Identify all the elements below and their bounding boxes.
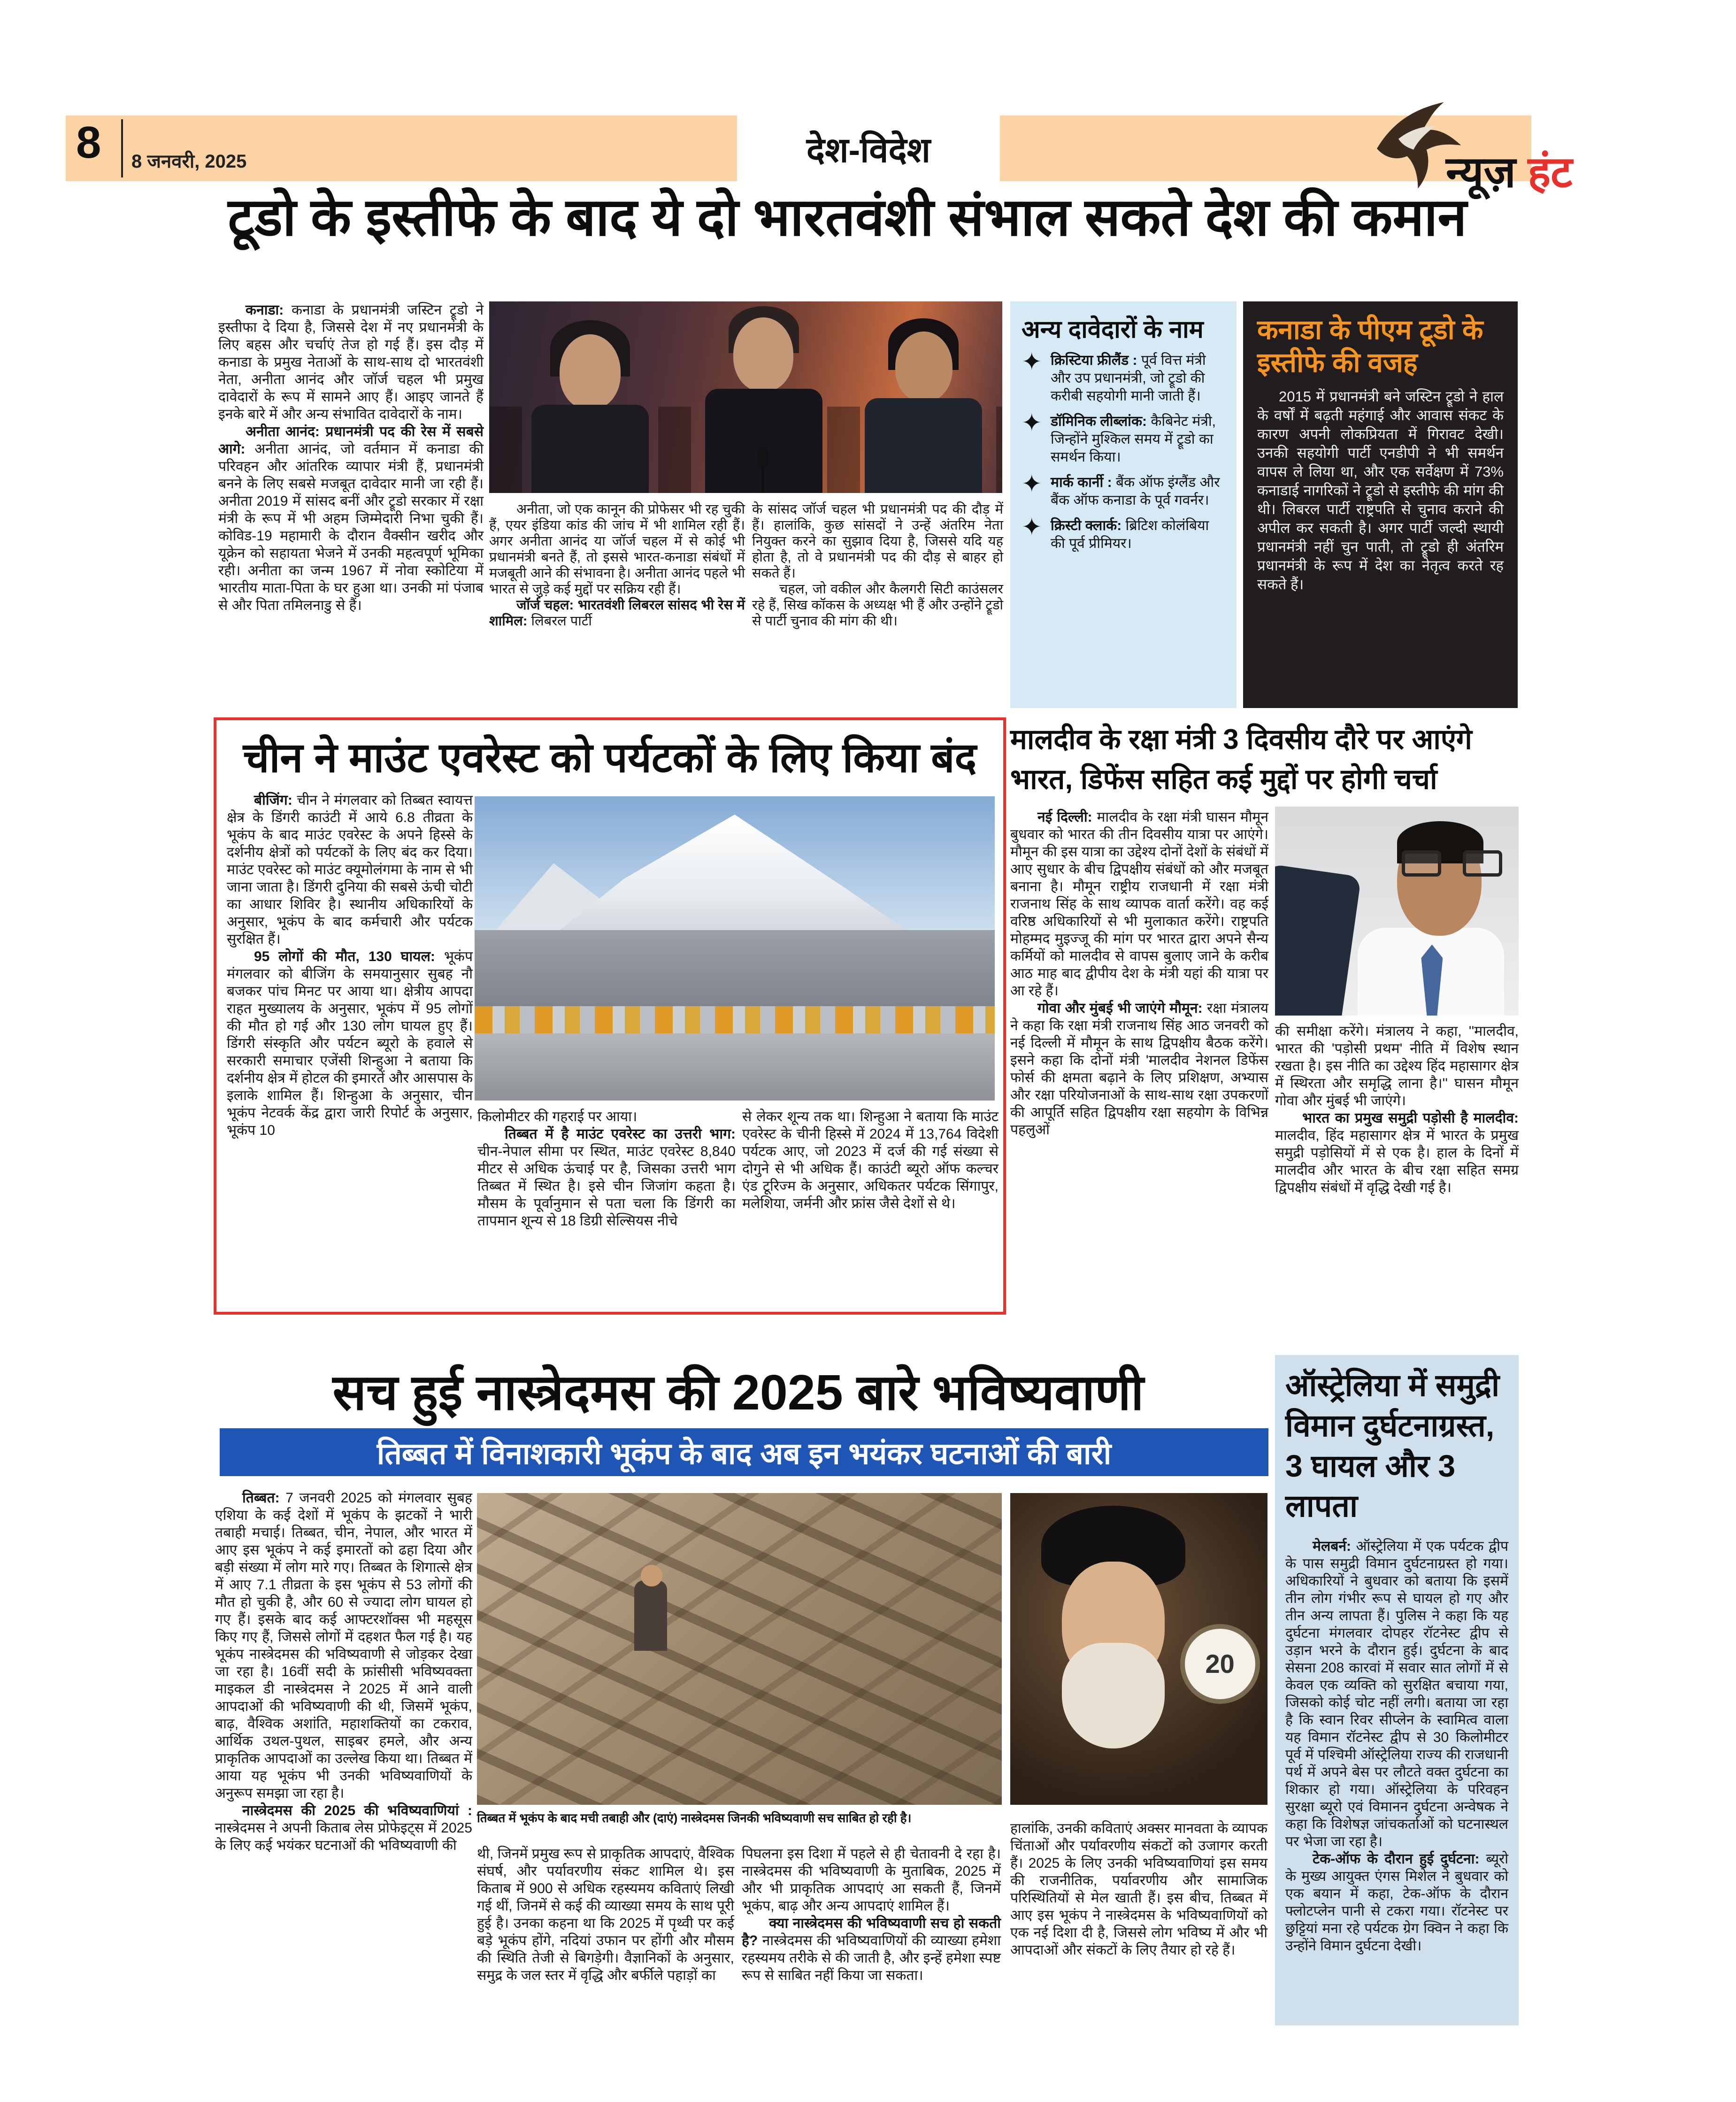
contender-desc: बैंक ऑफ इंग्लैंड और बैंक ऑफ कनाडा के पूर्व गवर्नर। [1051,475,1220,508]
paragraph [1285,1850,1508,1955]
star-bullet-icon: ✦ [1022,514,1042,541]
photo-caption: तिब्बत में भूकंप के बाद मची तबाही और (दाएं) नास्त्रेदमस जिनकी भविष्यवाणी सच साबित हो रही है। [477,1811,912,1825]
person-george-chahal [851,318,991,493]
paragraph [489,501,745,597]
paragraph-text: चीन-नेपाल सीमा पर स्थित, माउंट एवरेस्ट 8,840 मीटर से अधिक ऊंचाई पर है, जिसका उत्तरी भाग तिब्बत में स्थित है। इसे चीन जिजांग कहता है। मौसम के पूर्वानुमान से पता चला कि डिंगरी का तापमान शून्य से 18 डिग्री सेल्सियस नीचे [477,1144,736,1229]
beard-shape [1062,1643,1165,1749]
microphone-stand [761,466,764,493]
everest-headline: चीन ने माउंट एवरेस्ट को पर्यटकों के लिए किया बंद [243,734,977,781]
star-bullet-icon: ✦ [1022,470,1042,498]
photo-trudeau-candidates [489,301,1002,493]
paragraph-lead: अनीता आनंद: प्रधानमंत्री पद की रेस में सबसे आगे: [218,424,484,457]
dateline: मेलबर्न: [1313,1539,1352,1555]
clock-face [1180,1624,1260,1704]
paragraph-lead: नास्त्रेदमस की 2025 की भविष्यवाणियां : [242,1803,472,1818]
moraine-ridge-shape [475,930,995,1009]
trudeau-column-3 [752,501,1003,629]
photo-nostradamus-portrait [1010,1493,1267,1805]
contender-item [1022,470,1225,509]
person-anita-anand [517,320,658,493]
contender-text [1051,352,1225,405]
contender-name: डॉमिनिक लीब्लांक: [1051,414,1147,429]
paragraph [1275,1023,1519,1109]
paragraph-text: के सांसद जॉर्ज चहल भी प्रधानमंत्री पद की दौड़ में हैं। हालांकि, कुछ सांसदों ने उन्हें अंतरिम नेता नियुक्त करने का सुझाव दिया है, जिससे यदि यह होता है, तो वे प्रधानमंत्री पद की दौड़ से बाहर हो सकते हैं। [752,502,1003,581]
paragraph-lead: तिब्बत में है माउंट एवरेस्ट का उत्तरी भाग: [505,1126,736,1142]
paragraph [477,1108,736,1125]
nostradamus-column-1 [215,1489,472,1854]
everest-article-box [214,717,1006,1315]
contender-text [1051,413,1225,466]
paragraph-text: ऑस्ट्रेलिया में एक पर्यटक द्वीप के पास समुद्री विमान दुर्घटनाग्रस्त हो गया। अधिकारियों ने बुधवार को बताया कि इसमें तीन लोग गंभीर रूप से घायल हो गए और तीन अन्य लापता हैं। पुलिस ने कहा कि यह दुर्घटना मंगलवार दोपहर रॉटनेस्ट द्वीप से उड़ान भरने के दौरान हुई। दुर्घटना के बाद सेसना 208 कारवां में सवार सात लोगों में से केवल एक व्यक्ति को सुरक्षित बचाया गया, जिसको कोई चोट नहीं लगी। बताया जा रहा है कि स्वान रिवर सीप्लेन के स्वामित्व वाला यह विमान रॉटनेस्ट द्वीप से 30 किलोमीटर पूर्व में पश्चिमी ऑस्ट्रेलिया राज्य की राजधानी पर्थ में अपने बेस पर लौटते वक्त दुर्घटना का शिकार हो गया। ऑस्ट्रेलिया के परिवहन सुरक्षा ब्यूरो एवं विमानन दुर्घटना अन्वेषक ने कहा कि विशेषज्ञ जांचकर्ताओं को घटनास्थल पर भेजा जा रहा है। [1285,1539,1508,1850]
paragraph-text: ब्यूरो के मुख्य आयुक्त एंगस मिशेल ने बुधवार को एक बयान में कहा, टेक-ऑफ के दौरान फ्लोटप्लेन पानी से टकरा गया। रॉटनेस्ट पर छुट्टियां मना रहे पर्यटक ग्रेग क्विन ने कहा कि उन्होंने विमान दुर्घटना देखी। [1285,1851,1509,1954]
nostradamus-subhead-banner [220,1428,1268,1476]
nostradamus-column-4 [1010,1820,1267,1959]
paragraph-text: 7 जनवरी 2025 को मंगलवार सुबह एशिया के कई देशों में भूकंप के झटकों ने भारी तबाही मचाई। तिब्बत, चीन, नेपाल, और भारत में आए इस भूकंप ने कई इमारतों को ढहा दिया और बड़ी संख्या में लोग मारे गए। तिब्बत के शिगात्से क्षेत्र में आए 7.1 तीव्रता के इस भूकंप से 53 लोगों की मौत हो चुकी है, और 60 से ज्यादा लोग घायल हो गए हैं। इसके बाद कई आफ्टरशॉक्स भी महसूस किए गए हैं, जिससे लोगों में दहशत फैल गई है। यह भूकंप नास्त्रेदमस की भविष्यवाणी से जोड़कर देखा जा रहा है। 16वीं सदी के फ्रांसीसी भविष्यवक्ता माइकल डी नास्त्रेदमस ने 2025 में आने वाली आपदाओं की भविष्यवाणी की थी, जिसमें भूकंप, बाढ़, वैश्विक अशांति, महाशक्तियों का टकराव, आर्थिक उथल-पुथल, साइबर हमले, और अन्य प्राकृतिक आपदाओं का उल्लेख किया था। तिब्बत में आया यह भूकंप भी उनकी भविष्यवाणियों के अनुरूप समझा जा रहा है। [215,1490,472,1801]
contender-item [1022,409,1225,466]
trudeau-column-2 [489,501,745,629]
rescue-worker-head-shape [641,1565,662,1586]
background-person-shape [1275,863,1361,1016]
nostradamus-column-2 [477,1845,734,1984]
australia-headline: ऑस्ट्रेलिया में समुद्री विमान दुर्घटनाग्रस्त, 3 घायल और 3 लापता [1285,1368,1500,1524]
paragraph [752,501,1003,581]
paragraph-text: नास्त्रेदमस ने अपनी किताब लेस प्रोफेइट्स में 2025 के लिए कई भयंकर घटनाओं की भविष्यवाणी की [215,1820,472,1853]
maldives-column-1 [1010,808,1268,1139]
paragraph-lead: भारत का प्रमुख समुद्री पड़ोसी है मालदीव: [1302,1110,1519,1126]
paragraph-lead: 95 लोगों की मौत, 130 घायल: [254,949,435,964]
reason-box-body: 2015 में प्रधानमंत्री बने जस्टिन ट्रूडो ने हाल के वर्षों में बढ़ती महंगाई और आवास संकट के कारण अपनी लोकप्रियता में गिरावट देखी। उनकी सहयोगी पार्टी एनडीपी ने भी समर्थन वापस ले लिया था, और एक सर्वेक्षण में 73% कनाडाई नागरिकों ने ट्रूडो से इस्तीफे की मांग की थी। लिबरल पार्टी राष्ट्रपति से चुनाव कराने की अपील कर सकती है। अगर पार्टी जल्दी स्थायी प्रधानमंत्री नहीं चुन पाती, तो ट्रूडो ही अंतरिम प्रधानमंत्री के रूप में देश का नेतृत्व करते रह सकते हैं। [1257,388,1504,593]
paragraph [742,1915,1001,1984]
person-justin-trudeau [686,306,837,493]
paragraph-text: पिघलना इस दिशा में पहले से ही चेतावनी दे रहा है। नास्त्रेदमस की भविष्यवाणी के मुताबिक, 2025 में और भी प्राकृतिक आपदाएं आ सकती हैं, जिनमें भूकंप, बाढ़ और अन्य आपदाएं शामिल हैं। [742,1846,1001,1914]
paragraph-lead: गोवा और मुंबई भी जाएंगे मौमून: [1037,1001,1203,1016]
microphone-icon [757,447,769,468]
paragraph-text: से लेकर शून्य तक था। शिन्हुआ ने बताया कि माउंट एवरेस्ट के चीनी हिस्से में 2024 में 13,764 विदेशी पर्यटक आए, जो 2023 में दर्ज की गई संख्या से दोगुने से भी अधिक हैं। काउंटी ब्यूरो ऑफ कल्चर एंड टूरिज्म के अनुसार, अधिकतर पर्यटक सिंगापुर, मलेशिया, जर्मनी और फ्रांस जैसे देशों से थे। [742,1109,999,1211]
contender-name: मार्क कार्नी : [1051,475,1112,490]
face-shape [733,317,793,392]
contender-name: क्रिस्टिया फ्रीलैंड : [1051,353,1137,368]
everest-column-3 [742,1108,999,1212]
paragraph-text: लिबरल पार्टी [531,614,592,629]
trudeau-column-1 [218,301,484,614]
paragraph [1275,1109,1519,1196]
everest-column-1 [227,792,473,1139]
face-shape [560,334,621,409]
contender-desc: ब्रिटिश कोलंबिया की पूर्व प्रीमियर। [1051,518,1209,551]
contender-name: क्रिस्टी क्लार्क: [1051,518,1122,533]
paragraph-text: किलोमीटर की गहराई पर आया। [477,1109,638,1124]
section-title [737,115,1000,181]
paragraph-text: मालदीव, हिंद महासागर क्षेत्र में भारत के प्रमुख समुद्री पड़ोसियों में से एक है। हाल के दिनों में मालदीव और भारत के बीच रक्षा सहित समग्र द्विपक्षीय संबंधों में वृद्धि देखी गई है। [1275,1128,1519,1195]
face-shape [895,331,952,402]
nostradamus-column-3 [742,1845,1001,1984]
paragraph [1010,808,1268,1000]
contender-item [1022,348,1225,405]
paragraph-text: कनाडा के प्रधानमंत्री जस्टिन ट्रूडो ने इस्तीफा दे दिया है, जिससे देश में नए प्रधानमंत्री के लिए बहस और चर्चाएं तेज हो गई हैं। इस दौड़ में कनाडा के प्रमुख नेताओं के साथ-साथ दो भारतवंशी नेता, अनीता आनंद और जॉर्ज चहल भी प्रमुख दावेदारों के रूप में सामने आए हैं। आइए जानते हैं इनके बारे में और अन्य संभावित दावेदारों के नाम। [218,302,484,422]
paragraph-text: मालदीव के रक्षा मंत्री घासन मौमून बुधवार को भारत की तीन दिवसीय यात्रा पर आएंगे। मौमून की इस यात्रा का उद्देश्य दोनों देशों के संबंधों में आए सुधार के बीच द्विपक्षीय संबंधों को और मजबूत बनाना है। मौमून राष्ट्रीय राजधानी में रक्षा मंत्री राजनाथ सिंह के साथ व्यापक वार्ता करेंगे। वह कई वरिष्ठ अधिकारियों से भी मुलाकात करेंगे। राष्ट्रपति मोहम्मद मुइज्जू की मांग पर भारत द्वारा अपने सैन्य कर्मियों को मालदीव से वापस बुलाए जाने के करीब आठ माह बाद द्वीपीय देश के मंत्री यहां की यात्रा पर आ रहे हैं। [1010,809,1269,999]
contender-text [1051,474,1225,509]
resignation-reason-box [1243,301,1518,708]
paragraph [742,1108,999,1212]
paragraph [218,423,484,614]
australia-body [1285,1538,1508,1955]
page-number: 8 [76,117,101,168]
photo-earthquake-rubble [477,1493,1002,1805]
photo-maldives-defence-minister [1275,807,1519,1016]
paragraph [218,301,484,423]
glasses-right-lens [1463,850,1502,877]
dateline: नई दिल्ली: [1037,809,1092,825]
star-bullet-icon: ✦ [1022,348,1042,376]
paragraph [1010,1000,1268,1139]
paragraph [227,948,473,1139]
masthead-title-black: न्यूज़ [1446,148,1516,196]
contender-desc: पूर्व वित्त मंत्री और उप प्रधानमंत्री, जो ट्रूडो की करीबी सहयोगी मानी जाती हैं। [1051,353,1206,404]
paragraph [489,597,745,629]
paragraph-text: की समीक्षा करेंगे। मंत्रालय ने कहा, ''मालदीव, भारत की 'पड़ोसी प्रथम' नीति में विशेष स्थान रखता है। इस नीति का उद्देश्य हिंद महासागर क्षेत्र में स्थिरता और समृद्धि लाना है।'' घासन मौमून गोवा और मुंबई भी जाएंगे। [1275,1024,1519,1109]
paragraph-text: हालांकि, उनकी कविताएं अक्सर मानवता के व्यापक चिंताओं और पर्यावरणीय संकटों को उजागर करती हैं। 2025 के लिए उनकी भविष्यवाणियां इस समय की राजनीतिक, पर्यावरणीय और सामाजिक परिस्थितियों से मेल खाती हैं। इस बीच, तिब्बत में आए इस भूकंप ने नास्त्रेदमस के भविष्यवाणियों को एक नई दिशा दी है, जिससे लोग भविष्य में और भी आपदाओं और संकटों के लिए तैयार हो रहे हैं। [1010,1821,1267,1958]
paragraph [477,1845,734,1984]
contenders-title: अन्य दावेदारों के नाम [1022,316,1204,343]
paragraph [227,792,473,948]
paragraph-text: चहल, जो वकील और कैलगरी सिटी काउंसलर रहे हैं, सिख कॉकस के अध्यक्ष भी हैं और उन्होंने ट्रूडो से पार्टी चुनाव की मांग की थी। [752,582,1003,629]
maldives-headline: मालदीव के रक्षा मंत्री 3 दिवसीय दौरे पर आएंगे भारत, डिफेंस सहित कई मुद्दों पर होगी चर्चा [1010,724,1472,795]
photo-everest-base-camp [475,796,995,1101]
star-bullet-icon: ✦ [1022,409,1042,437]
paragraph-lead: क्या नास्त्रेदमस की भविष्यवाणी सच हो सकती है? [742,1916,1001,1948]
torso-shape [865,398,982,493]
paragraph-lead: टेक-ऑफ के दौरान हुई दुर्घटना: [1313,1851,1480,1867]
nostradamus-headline: सच हुई नास्त्रेदमस की 2025 बारे भविष्यवाणी [332,1365,1144,1420]
everest-column-2 [477,1108,736,1230]
clock-number: 20 [1205,1649,1235,1679]
paragraph [215,1802,472,1854]
paragraph-text: रक्षा मंत्रालय ने कहा कि रक्षा मंत्री राजनाथ सिंह आठ जनवरी को नई दिल्ली में मौमून के साथ द्विपक्षीय बैठक करेंगे। इसने कहा कि दोनों मंत्री 'मालदीव नेशनल डिफेंस फोर्स की क्षमता बढ़ाने के लिए प्रशिक्षण, अभ्यास और रक्षा परियोजनाओं के साथ-साथ रक्षा उपकरणों की आपूर्ति सहित द्विपक्षीय रक्षा सहयोग के विभिन्न पहलुओं [1010,1001,1268,1138]
paragraph [752,581,1003,629]
page-number-divider [121,119,123,177]
reason-box-title: कनाडा के पीएम टूडो के इस्तीफे की वजह [1257,315,1483,378]
contender-item [1022,514,1225,553]
rescue-worker-shape [634,1580,667,1651]
paragraph [215,1489,472,1802]
paragraph-text: थी, जिनमें प्रमुख रूप से प्राकृतिक आपदाएं, वैश्विक संघर्ष, और पर्यावरणीय संकट शामिल थे। इस किताब में 900 से अधिक रहस्यमय कविताएं लिखी गई थीं, जिनमें से कई की व्याख्या समय के साथ पूरी हुई है। उनका कहना था कि 2025 में पृथ्वी पर कई बड़े भूकंप होंगे, नदियां उफान पर होंगी और मौसम की स्थिति तेजी से बिगड़ेगी। वैज्ञानिकों के अनुसार, समुद्र के जल स्तर में वृद्धि और बर्फीले पहाड़ों का [477,1846,734,1983]
paragraph-text: भूकंप मंगलवार को बीजिंग के समयानुसार सुबह नौ बजकर पांच मिनट पर आया था। क्षेत्रीय आपदा राहत मुख्यालय के अनुसार, भूकंप में 95 लोगों की मौत हो गई और 130 लोग घायल हुए हैं। डिंगरी संस्कृति और पर्यटन ब्यूरो के हवाले से सरकारी समाचार एजेंसी शिन्हुआ ने बताया कि दर्शनीय क्षेत्र में होटल की इमारतें और आसपास के इलाके शामिल हैं। शिन्हुआ के अनुसार, चीन भूकंप नेटवर्क केंद्र द्वारा जारी रिपोर्ट के अनुसार, भूकंप 10 [227,949,473,1138]
section-title-label: देश-विदेश [806,130,931,169]
dateline: कनाडा: [246,302,284,318]
dateline: तिब्बत: [242,1490,280,1506]
paragraph-lead: जॉर्ज चहल: भारतवंशी लिबरल सांसद भी रेस में शामिल: [489,598,745,629]
paragraph-text: चीन ने मंगलवार को तिब्बत स्वायत्त क्षेत्र के डिंगरी काउंटी में आये 6.8 तीव्रता के भूकंप के बाद माउंट एवरेस्ट के अपने हिस्से के दर्शनीय क्षेत्रों को पर्यटकों के लिए बंद कर दिया। माउंट एवरेस्ट को माउंट क्यूमोलंगमा के नाम से भी जाना जाता है। डिंगरी दुनिया की सबसे ऊंची चोटी का आधार शिविर है। स्थानीय अधिकारियों के अनुसार, भूकंप के बाद कर्मचारी और पर्यटक सुरक्षित हैं। [227,793,473,947]
torso-shape [531,405,649,493]
masthead-title-red: हंट [1528,148,1573,196]
debris-beams-shape [477,1493,1002,1805]
contender-desc: कैबिनेट मंत्री, जिन्होंने मुश्किल समय में ट्रूडो का समर्थन किया। [1051,414,1216,465]
glasses-left-lens [1402,850,1441,877]
paragraph [1285,1538,1508,1850]
header-banner [66,115,1573,196]
page-date: 8 जनवरी, 2025 [131,151,247,172]
australia-article-box [1275,1355,1519,2025]
tent-row-shape [475,1006,995,1033]
paragraph-text: नास्त्रेदमस की भविष्यवाणियों की व्याख्या हमेशा रहस्यमय तरीके से की जाती है, और इन्हें हमेशा स्पष्ट रूप से साबित नहीं किया जा सकता। [742,1933,1001,1983]
contender-text [1051,517,1225,553]
paragraph [1010,1820,1267,1959]
paragraph-text: अनीता, जो एक कानून की प्रोफेसर भी रह चुकी हैं, एयर इंडिया कांड की जांच में भी शामिल रही हैं। अगर अनीता आनंद या जॉर्ज चहल में से कोई भी प्रधानमंत्री बनते हैं, तो इससे भारत-कनाडा संबंधों में मजबूती आने की संभावना है। अनीता आनंद पहले भी भारत से जुड़े कई मुद्दों पर सक्रिय रही हैं। [489,502,745,597]
paragraph [742,1845,1001,1915]
paragraph-text: अनीता आनंद, जो वर्तमान में कनाडा की परिवहन और आंतरिक व्यापार मंत्री हैं, प्रधानमंत्री बनने के लिए सबसे मजबूत दावेदार मानी जा रही हैं। अनीता 2019 में सांसद बनीं और ट्रूडो सरकार में रक्षा मंत्री के रूप में भी अहम जिम्मेदारी निभा चुकी हैं। कोविड-19 महामारी के दौरान वैक्सीन खरीद और यूक्रेन को सहायता भेजने में उनकी महत्वपूर्ण भूमिका रही। अनीता का जन्म 1967 में नोवा स्कोटिया में भारतीय माता-पिता के घर हुआ था। उनकी मां पंजाब से और पिता तमिलनाडु से हैं। [218,441,484,613]
trudeau-headline: टूडो के इस्तीफे के बाद ये दो भारतवंशी संभाल सकते देश की कमान [228,188,1467,246]
dateline: बीजिंग: [254,793,292,808]
contenders-sidebar [1010,301,1237,708]
paragraph [477,1125,736,1230]
nostradamus-subhead: तिब्बत में विनाशकारी भूकंप के बाद अब इन भयंकर घटनाओं की बारी [376,1436,1112,1471]
foreground-ground-shape [475,1033,995,1101]
maldives-column-2 [1275,1023,1519,1196]
